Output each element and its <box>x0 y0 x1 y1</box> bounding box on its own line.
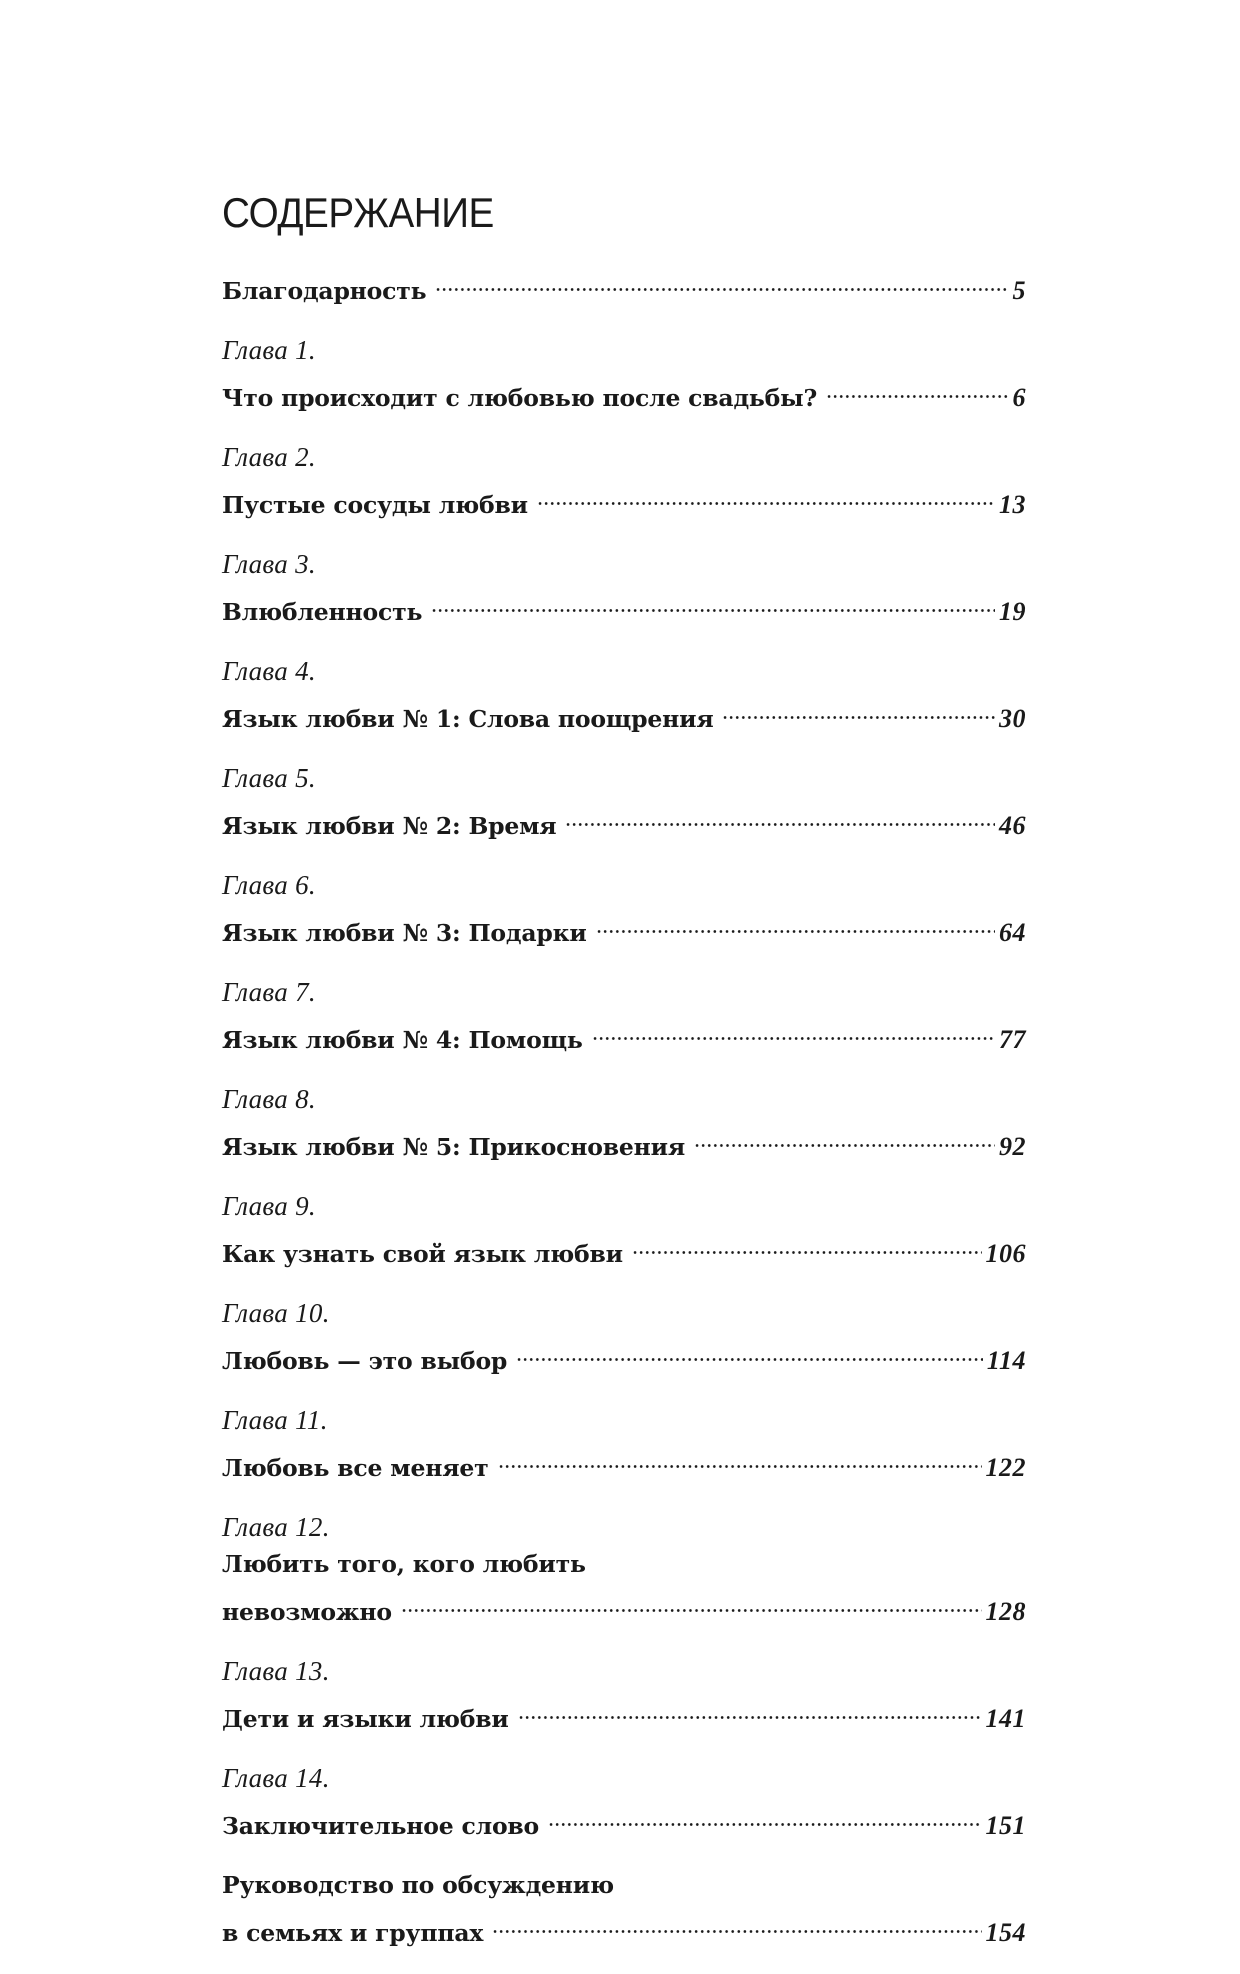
toc-entry[interactable] <box>222 1653 1026 1733</box>
page-number: 92 <box>999 1132 1026 1161</box>
toc-entry[interactable] <box>222 867 1026 947</box>
entry-line <box>222 262 1026 305</box>
toc-entry[interactable] <box>222 1295 1026 1375</box>
entry-line <box>222 690 1026 733</box>
page-number: 114 <box>986 1346 1026 1375</box>
toc-entry[interactable] <box>222 974 1026 1054</box>
dot-leader <box>632 1225 982 1262</box>
toc-list <box>222 262 1026 1947</box>
chapter-label: Глава 3. <box>222 549 316 579</box>
page-number: 30 <box>999 704 1026 733</box>
dot-leader <box>694 1118 995 1155</box>
dot-leader <box>537 476 995 513</box>
page-number: 64 <box>999 918 1026 947</box>
entry-line <box>222 1904 1026 1947</box>
entry-title: в семьях и группах <box>222 1919 484 1947</box>
entry-title: Язык любви № 1: Слова поощрения <box>222 705 714 733</box>
chapter-label: Глава 5. <box>222 763 316 793</box>
toc-entry[interactable] <box>222 546 1026 626</box>
entry-line <box>222 583 1026 626</box>
dot-leader <box>826 369 1008 406</box>
toc-entry[interactable] <box>222 332 1026 412</box>
entry-title: Что происходит с любовью после свадьбы? <box>222 384 818 412</box>
chapter-label: Глава 13. <box>222 1656 330 1686</box>
chapter-label: Глава 4. <box>222 656 316 686</box>
entry-title: Благодарность <box>222 277 427 305</box>
chapter-label: Глава 14. <box>222 1763 330 1793</box>
dot-leader <box>592 1011 995 1048</box>
dot-leader <box>435 262 1008 299</box>
page-number: 128 <box>985 1597 1026 1626</box>
page-number: 46 <box>999 811 1026 840</box>
dot-leader <box>722 690 995 727</box>
toc-entry[interactable] <box>222 262 1026 305</box>
page-number: 122 <box>985 1453 1026 1482</box>
entry-title: Пустые сосуды любви <box>222 491 528 519</box>
page-number: 5 <box>1012 276 1026 305</box>
dot-leader <box>565 797 995 834</box>
chapter-label: Глава 9. <box>222 1191 316 1221</box>
toc-entry[interactable] <box>222 653 1026 733</box>
page-title: СОДЕРЖАНИЕ <box>222 189 494 236</box>
toc-entry[interactable] <box>222 1867 1026 1947</box>
entry-title: невозможно <box>222 1598 392 1626</box>
entry-title: Дети и языки любви <box>222 1705 509 1733</box>
entry-title: Любовь — это выбор <box>222 1347 508 1375</box>
toc-entry[interactable] <box>222 1509 1026 1626</box>
entry-line <box>222 904 1026 947</box>
chapter-label: Глава 8. <box>222 1084 316 1114</box>
table-of-contents <box>222 188 1026 1974</box>
entry-line <box>222 1690 1026 1733</box>
chapter-label: Глава 2. <box>222 442 316 472</box>
entry-line <box>222 1011 1026 1054</box>
entry-line <box>222 1583 1026 1626</box>
toc-entry[interactable] <box>222 760 1026 840</box>
entry-title: Язык любви № 4: Помощь <box>222 1026 583 1054</box>
entry-line <box>222 476 1026 519</box>
chapter-label: Глава 6. <box>222 870 316 900</box>
dot-leader <box>498 1439 982 1476</box>
entry-title-first-line: Любить того, кого любить <box>222 1550 586 1578</box>
entry-title: Влюбленность <box>222 598 423 626</box>
entry-title: Язык любви № 5: Прикосновения <box>222 1133 685 1161</box>
dot-leader <box>548 1797 981 1834</box>
toc-entry[interactable] <box>222 1760 1026 1840</box>
chapter-label: Глава 12. <box>222 1512 330 1542</box>
chapter-label: Глава 10. <box>222 1298 330 1328</box>
chapter-label: Глава 11. <box>222 1405 328 1435</box>
dot-leader <box>596 904 995 941</box>
dot-leader <box>516 1332 983 1369</box>
page-number: 141 <box>985 1704 1026 1733</box>
dot-leader <box>401 1583 982 1620</box>
toc-entry[interactable] <box>222 439 1026 519</box>
page-number: 106 <box>985 1239 1026 1268</box>
entry-title: Как узнать свой язык любви <box>222 1240 623 1268</box>
entry-line <box>222 369 1026 412</box>
entry-title: Язык любви № 2: Время <box>222 812 557 840</box>
entry-line <box>222 1797 1026 1840</box>
page-number: 13 <box>999 490 1026 519</box>
entry-line <box>222 1332 1026 1375</box>
dot-leader <box>492 1904 981 1941</box>
toc-entry[interactable] <box>222 1081 1026 1161</box>
entry-line <box>222 1118 1026 1161</box>
entry-title-first-line: Руководство по обсуждению <box>222 1871 614 1899</box>
entry-line <box>222 1439 1026 1482</box>
toc-entry[interactable] <box>222 1188 1026 1268</box>
page-number: 154 <box>985 1918 1026 1947</box>
page-number: 77 <box>999 1025 1026 1054</box>
chapter-label: Глава 1. <box>222 335 316 365</box>
dot-leader <box>518 1690 982 1727</box>
toc-entry[interactable] <box>222 1402 1026 1482</box>
entry-title: Любовь все меняет <box>222 1454 489 1482</box>
entry-line <box>222 797 1026 840</box>
page-number: 151 <box>985 1811 1026 1840</box>
entry-title: Язык любви № 3: Подарки <box>222 919 587 947</box>
dot-leader <box>431 583 995 620</box>
page-number: 19 <box>999 597 1026 626</box>
entry-line <box>222 1225 1026 1268</box>
page-number: 6 <box>1012 383 1026 412</box>
chapter-label: Глава 7. <box>222 977 316 1007</box>
entry-title: Заключительное слово <box>222 1812 540 1840</box>
